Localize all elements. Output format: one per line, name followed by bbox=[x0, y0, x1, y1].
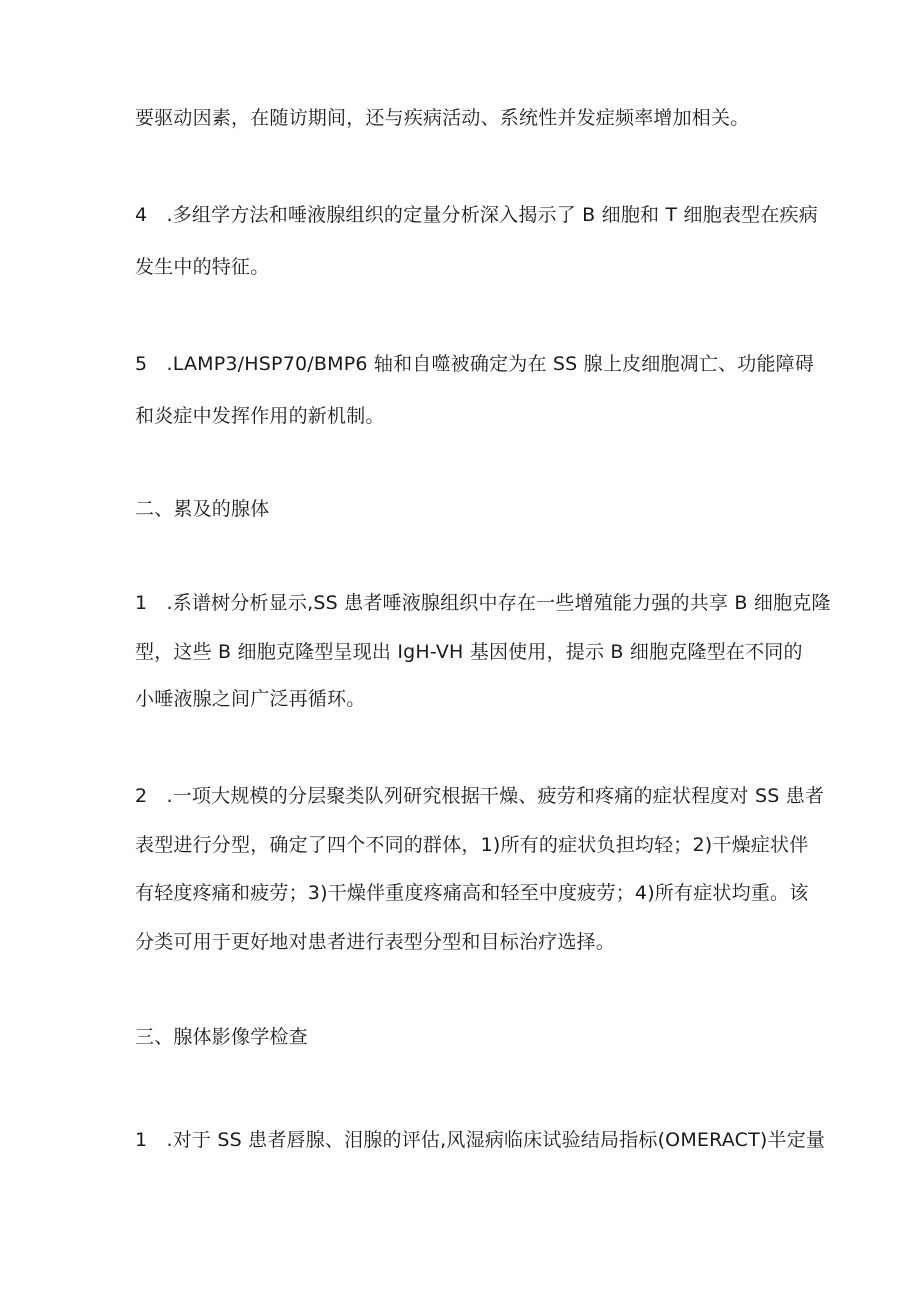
text-line-4: 5 .LAMP3/HSP70/BMP6 轴和自噬被确定为在 SS 腺上皮细胞凋亡、功能障碍 bbox=[135, 353, 815, 375]
text-line-1: 要驱动因素，在随访期间，还与疾病活动、系统性并发症频率增加相关。 bbox=[135, 107, 750, 129]
text-line-5: 和炎症中发挥作用的新机制。 bbox=[135, 405, 385, 427]
text-line-8: 小唾液腺之间广泛再循环。 bbox=[135, 688, 366, 710]
section-heading-gland-imaging: 三、腺体影像学检查 bbox=[135, 1026, 308, 1048]
text-line-12: 分类可用于更好地对患者进行表型分型和目标治疗选择。 bbox=[135, 931, 616, 953]
section-heading-involved-glands: 二、累及的腺体 bbox=[135, 498, 270, 520]
text-line-13: 1 .对于 SS 患者唇腺、泪腺的评估,风湿病临床试验结局指标(OMERACT)半定量 bbox=[135, 1129, 826, 1151]
text-line-7: 型，这些 B 细胞克隆型呈现出 IgH-VH 基因使用，提示 B 细胞克隆型在不同的 bbox=[135, 641, 803, 663]
text-line-3: 发生中的特征。 bbox=[135, 256, 270, 278]
text-line-10: 表型进行分型，确定了四个不同的群体，1)所有的症状负担均轻；2)干燥症状伴 bbox=[135, 834, 809, 856]
text-line-11: 有轻度疼痛和疲劳；3)干燥伴重度疼痛高和轻至中度疲劳；4)所有症状均重。该 bbox=[135, 882, 809, 904]
text-line-2: 4 .多组学方法和唾液腺组织的定量分析深入揭示了 B 细胞和 T 细胞表型在疾病 bbox=[135, 204, 818, 226]
text-line-9: 2 .一项大规模的分层聚类队列研究根据干燥、疲劳和疼痛的症状程度对 SS 患者 bbox=[135, 785, 825, 807]
text-line-6: 1 .系谱树分析显示,SS 患者唾液腺组织中存在一些增殖能力强的共享 B 细胞克隆 bbox=[135, 592, 831, 614]
